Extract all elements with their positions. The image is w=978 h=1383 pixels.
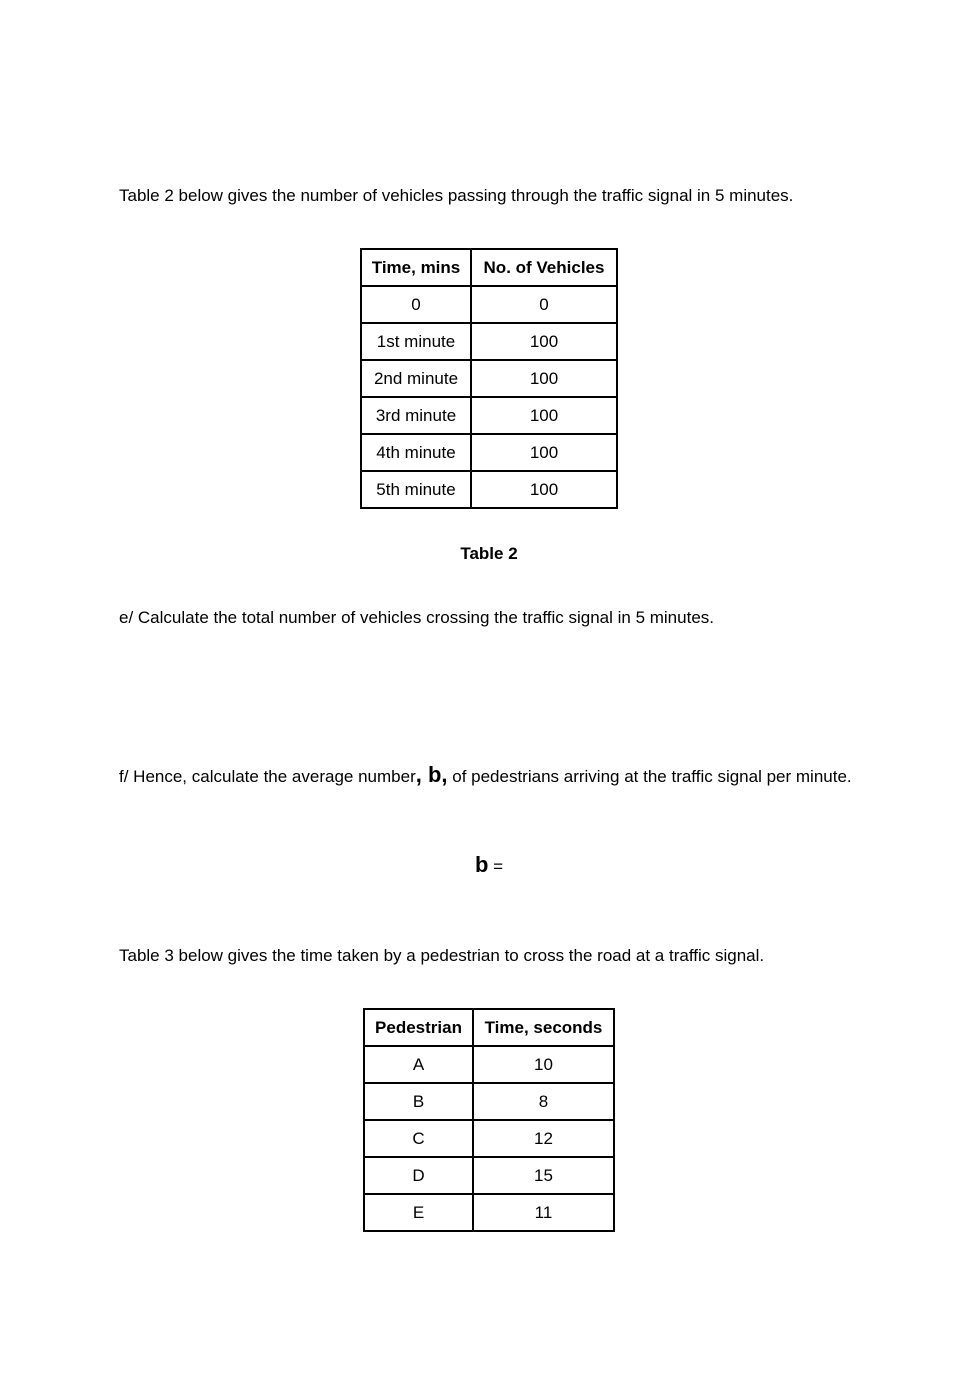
table-cell: 1st minute <box>361 323 471 360</box>
column-header-time-seconds: Time, seconds <box>473 1009 614 1046</box>
column-header-pedestrian: Pedestrian <box>364 1009 473 1046</box>
table-row <box>364 1083 614 1120</box>
table-row <box>361 397 617 434</box>
pedestrian-table <box>363 1008 615 1232</box>
table-row <box>361 323 617 360</box>
table2-intro-text: Table 2 below gives the number of vehicles passing through the traffic signal in 5 minutes. <box>119 186 794 205</box>
table-cell: 3rd minute <box>361 397 471 434</box>
table-cell: A <box>364 1046 473 1083</box>
table-row <box>361 471 617 508</box>
table-row <box>364 1046 614 1083</box>
table-cell: 5th minute <box>361 471 471 508</box>
question-f-text-after: of pedestrians arriving at the traffic signal per minute. <box>447 767 852 786</box>
table-cell: 2nd minute <box>361 360 471 397</box>
table-row <box>361 360 617 397</box>
table-row <box>364 1157 614 1194</box>
column-header-vehicles: No. of Vehicles <box>471 249 617 286</box>
table-row <box>361 434 617 471</box>
table-header-row <box>361 249 617 286</box>
question-f <box>119 764 859 788</box>
table-row <box>364 1120 614 1157</box>
table-cell: 100 <box>471 360 617 397</box>
table-cell: 100 <box>471 471 617 508</box>
table-cell: 100 <box>471 323 617 360</box>
table-cell: E <box>364 1194 473 1231</box>
answer-b-line <box>0 852 978 878</box>
table-cell: 0 <box>471 286 617 323</box>
table-cell: 10 <box>473 1046 614 1083</box>
table-cell: 0 <box>361 286 471 323</box>
answer-b-equals: = <box>488 857 504 876</box>
table3-intro-text: Table 3 below gives the time taken by a pedestrian to cross the road at a traffic signal. <box>119 946 765 965</box>
table-row <box>364 1194 614 1231</box>
question-f-variable: , b, <box>415 762 448 787</box>
table-cell: 100 <box>471 397 617 434</box>
table-row <box>361 286 617 323</box>
table-cell: 11 <box>473 1194 614 1231</box>
table-cell: 12 <box>473 1120 614 1157</box>
table-cell: 15 <box>473 1157 614 1194</box>
table-cell: D <box>364 1157 473 1194</box>
table-cell: 8 <box>473 1083 614 1120</box>
answer-b-variable: b <box>474 852 489 877</box>
column-header-time: Time, mins <box>361 249 471 286</box>
table-cell: 100 <box>471 434 617 471</box>
vehicles-table <box>360 248 618 509</box>
table-header-row <box>364 1009 614 1046</box>
question-f-text-before: f/ Hence, calculate the average number <box>119 767 416 786</box>
table-cell: C <box>364 1120 473 1157</box>
question-e: e/ Calculate the total number of vehicles crossing the traffic signal in 5 minutes. <box>119 608 714 627</box>
table-cell: B <box>364 1083 473 1120</box>
table2-caption: Table 2 <box>460 544 518 563</box>
table-cell: 4th minute <box>361 434 471 471</box>
